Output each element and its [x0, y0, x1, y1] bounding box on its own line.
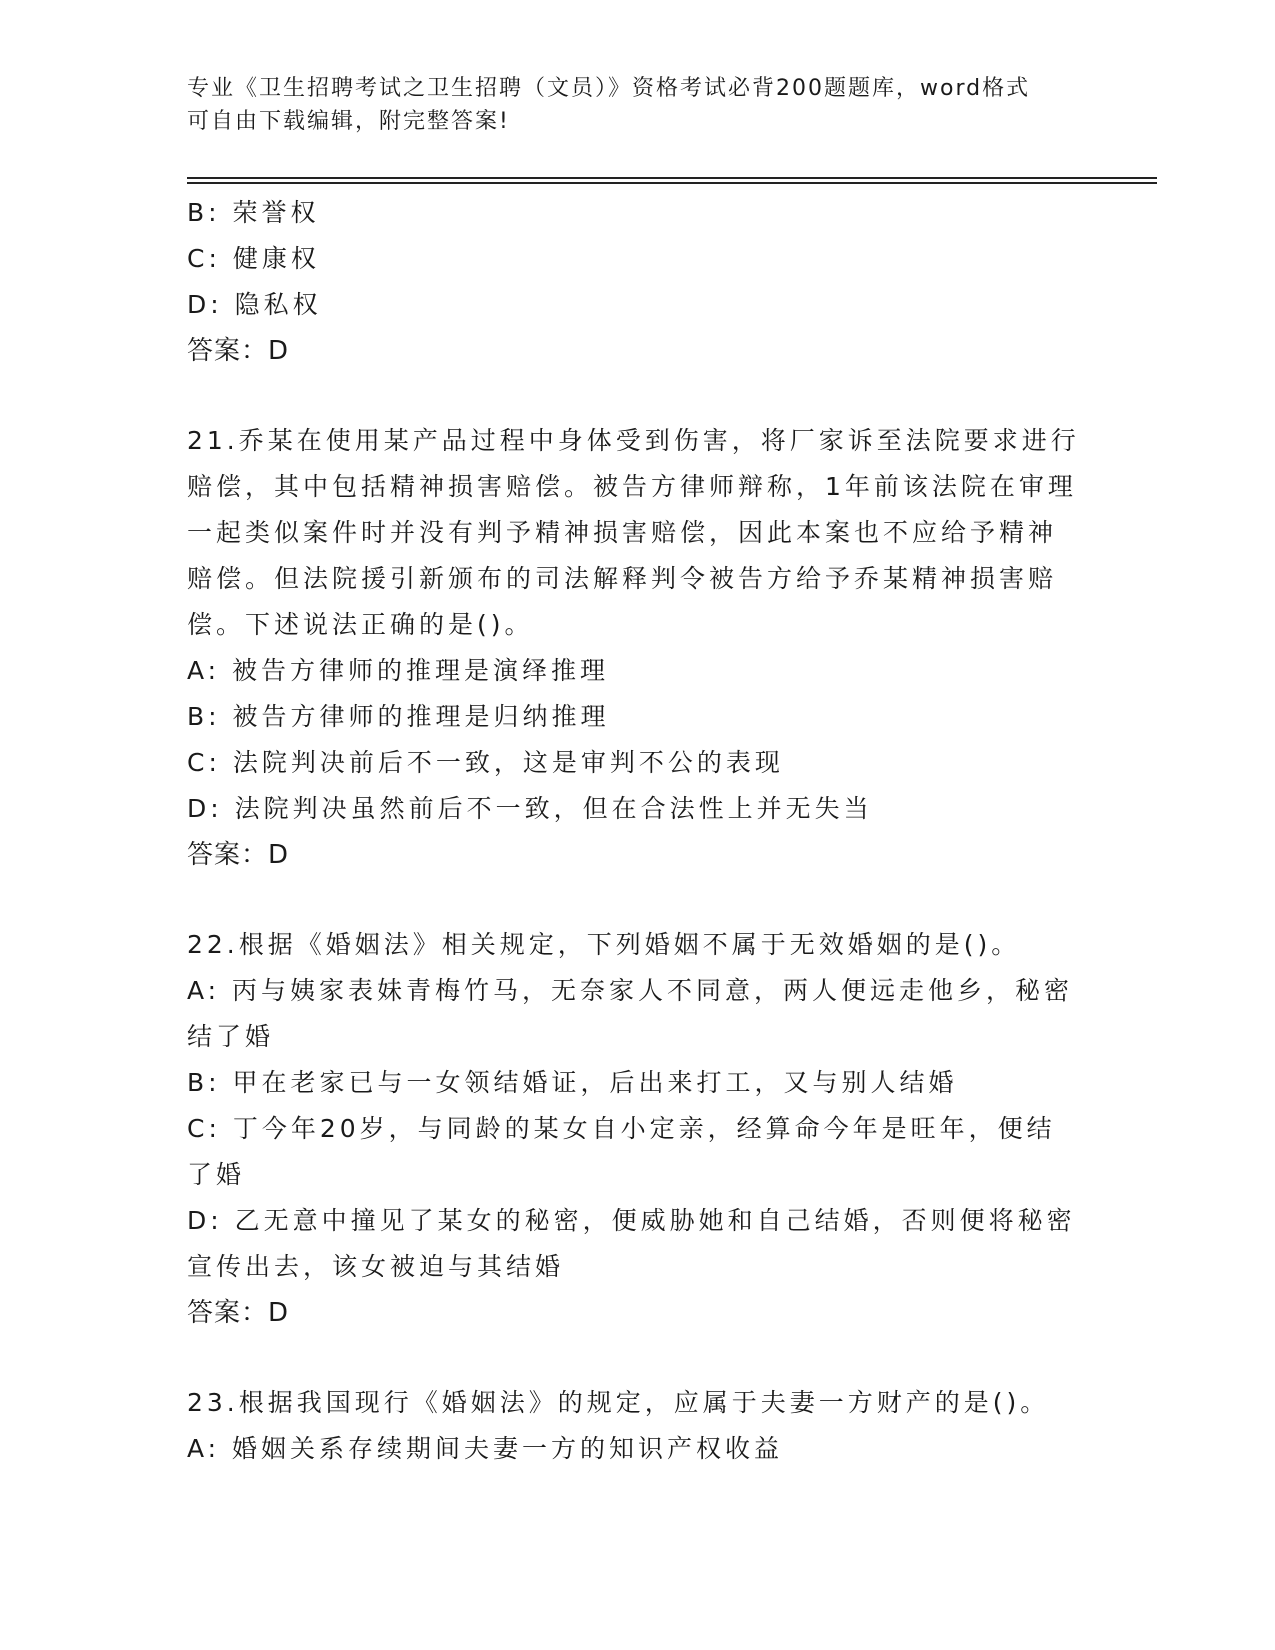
spacer [187, 374, 1087, 418]
question-stem: 23.根据我国现行《婚姻法》的规定，应属于夫妻一方财产的是()。 [187, 1388, 1050, 1417]
question-stem: 22.根据《婚姻法》相关规定，下列婚姻不属于无效婚姻的是()。 [187, 930, 1021, 959]
question-content [187, 190, 1087, 1472]
option-d-line: D: 乙无意中撞见了某女的秘密，便威胁她和自己结婚，否则便将秘密 [187, 1206, 1076, 1235]
option-a-line: A: 丙与姨家表妹青梅竹马，无奈家人不同意，两人便远走他乡，秘密 [187, 976, 1074, 1005]
option-c-line: C: 丁今年20岁，与同龄的某女自小定亲，经算命今年是旺年，便结 [187, 1114, 1056, 1143]
option-c: C: 健康权 [187, 244, 320, 273]
option-d-line: 宣传出去，该女被迫与其结婚 [187, 1252, 565, 1281]
question-22 [187, 922, 1087, 1336]
question-stem-line: 偿。下述说法正确的是()。 [187, 610, 534, 639]
question-21 [187, 418, 1087, 878]
option-a: A: 婚姻关系存续期间夫妻一方的知识产权收益 [187, 1434, 784, 1463]
question-stem-line: 赔偿。但法院援引新颁布的司法解释判令被告方给予乔某精神损害赔 [187, 564, 1058, 593]
question-20-tail [187, 190, 1087, 374]
answer: 答案：D [187, 336, 290, 366]
option-c-line: 了婚 [187, 1160, 246, 1189]
spacer [187, 878, 1087, 922]
option-b: B: 甲在老家已与一女领结婚证，后出来打工，又与别人结婚 [187, 1068, 958, 1097]
option-a: A: 被告方律师的推理是演绎推理 [187, 656, 610, 685]
option-d: D: 法院判决虽然前后不一致，但在合法性上并无失当 [187, 794, 873, 823]
option-c: C: 法院判决前后不一致，这是审判不公的表现 [187, 748, 784, 777]
option-b: B: 荣誉权 [187, 198, 320, 227]
spacer [187, 1336, 1087, 1380]
header-divider [187, 177, 1157, 184]
header-line-1: 专业《卫生招聘考试之卫生招聘（文员）》资格考试必背200题题库，word格式 [187, 76, 1031, 101]
page-header [187, 72, 1087, 138]
option-a-line: 结了婚 [187, 1022, 275, 1051]
question-stem-line: 一起类似案件时并没有判予精神损害赔偿，因此本案也不应给予精神 [187, 518, 1058, 547]
header-line-2: 可自由下载编辑，附完整答案! [187, 109, 510, 134]
answer: 答案：D [187, 840, 290, 870]
option-b: B: 被告方律师的推理是归纳推理 [187, 702, 610, 731]
answer: 答案：D [187, 1298, 290, 1328]
question-stem-line: 赔偿，其中包括精神损害赔偿。被告方律师辩称，1年前该法院在审理 [187, 472, 1077, 501]
question-stem-line: 21.乔某在使用某产品过程中身体受到伤害，将厂家诉至法院要求进行 [187, 426, 1080, 455]
option-d: D: 隐私权 [187, 290, 322, 319]
question-23 [187, 1380, 1087, 1472]
